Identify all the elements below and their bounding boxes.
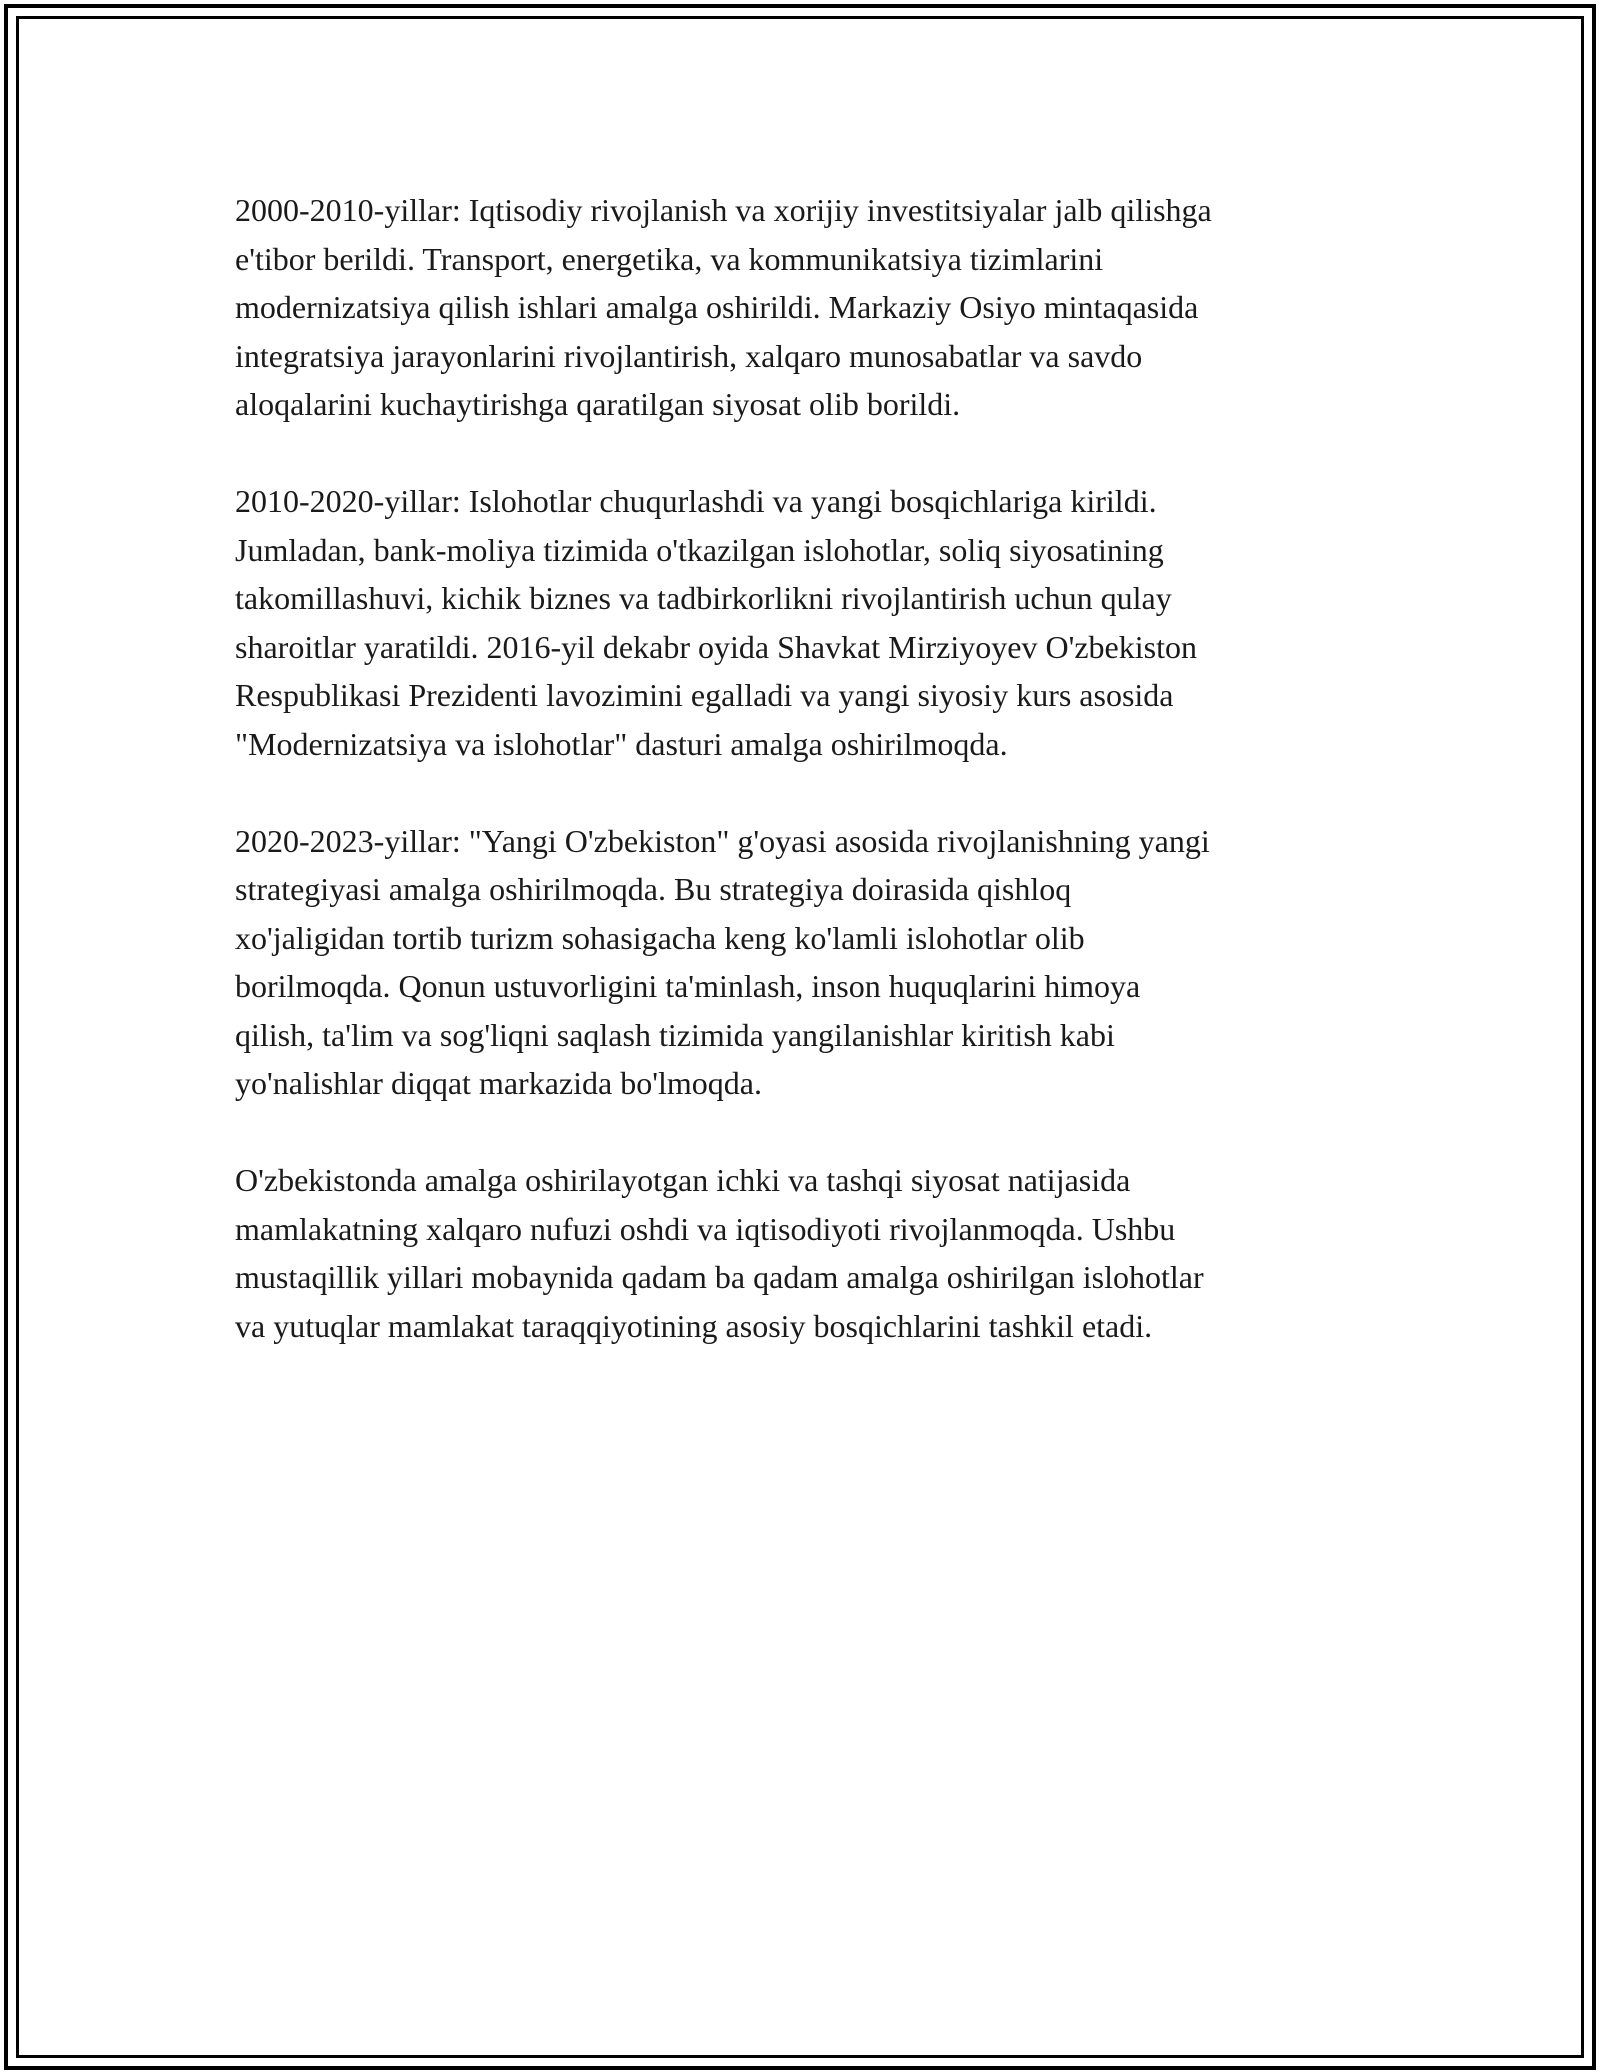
paragraph-2010-2020: 2010-2020-yillar: Islohotlar chuqurlashdi va yangi bosqichlariga kirildi. Jumladan, bank-moliya tizimida o'tkazilgan islohotlar, soliq siyosatining takomillashuvi, kichik biznes va tadbirkorlikni rivojlantirish uchun qulay sharoitlar yaratildi. 2016-yil dekabr oyida Shavkat Mirziyoyev O'zbekiston Respublikasi Prezidenti lavozimini egalladi va yangi siyosiy kurs asosida "Modernizatsiya va islohotlar" dasturi amalga oshirilmoqda. — [235, 483, 1197, 762]
paragraph-2000-2010: 2000-2010-yillar: Iqtisodiy rivojlanish va xorijiy investitsiyalar jalb qilishga e'tibor berildi. Transport, energetika, va kommunikatsiya tizimlarini modernizatsiya qilish ishlari amalga oshirildi. Markaziy Osiyo mintaqasida integratsiya jarayonlarini rivojlantirish, xalqaro munosabatlar va savdo aloqalarini kuchaytirishga qaratilgan siyosat olib borildi. — [235, 192, 1212, 422]
paragraph-2020-2023: 2020-2023-yillar: "Yangi O'zbekiston" g'oyasi asosida rivojlanishning yangi strategiyasi amalga oshirilmoqda. Bu strategiya doirasida qishloq xo'jaligidan tortib turizm sohasigacha keng ko'lamli islohotlar olib borilmoqda. Qonun ustuvorligini ta'minlash, inson huquqlarini himoya qilish, ta'lim va sog'liqni saqlash tizimida yangilanishlar kiritish kabi yo'nalishlar diqqat markazida bo'lmoqda. — [235, 822, 1210, 1101]
paragraph-conclusion: O'zbekistonda amalga oshirilayotgan ichki va tashqi siyosat natijasida mamlakatning xalqaro nufuzi oshdi va iqtisodiyoti rivojlanmoqda. Ushbu mustaqillik yillari mobaynida qadam ba qadam amalga oshirilgan islohotlar va yutuqlar mamlakat taraqqiyotining asosiy bosqichlarini tashkil etadi. — [235, 1162, 1204, 1344]
document-body — [235, 186, 1375, 1399]
